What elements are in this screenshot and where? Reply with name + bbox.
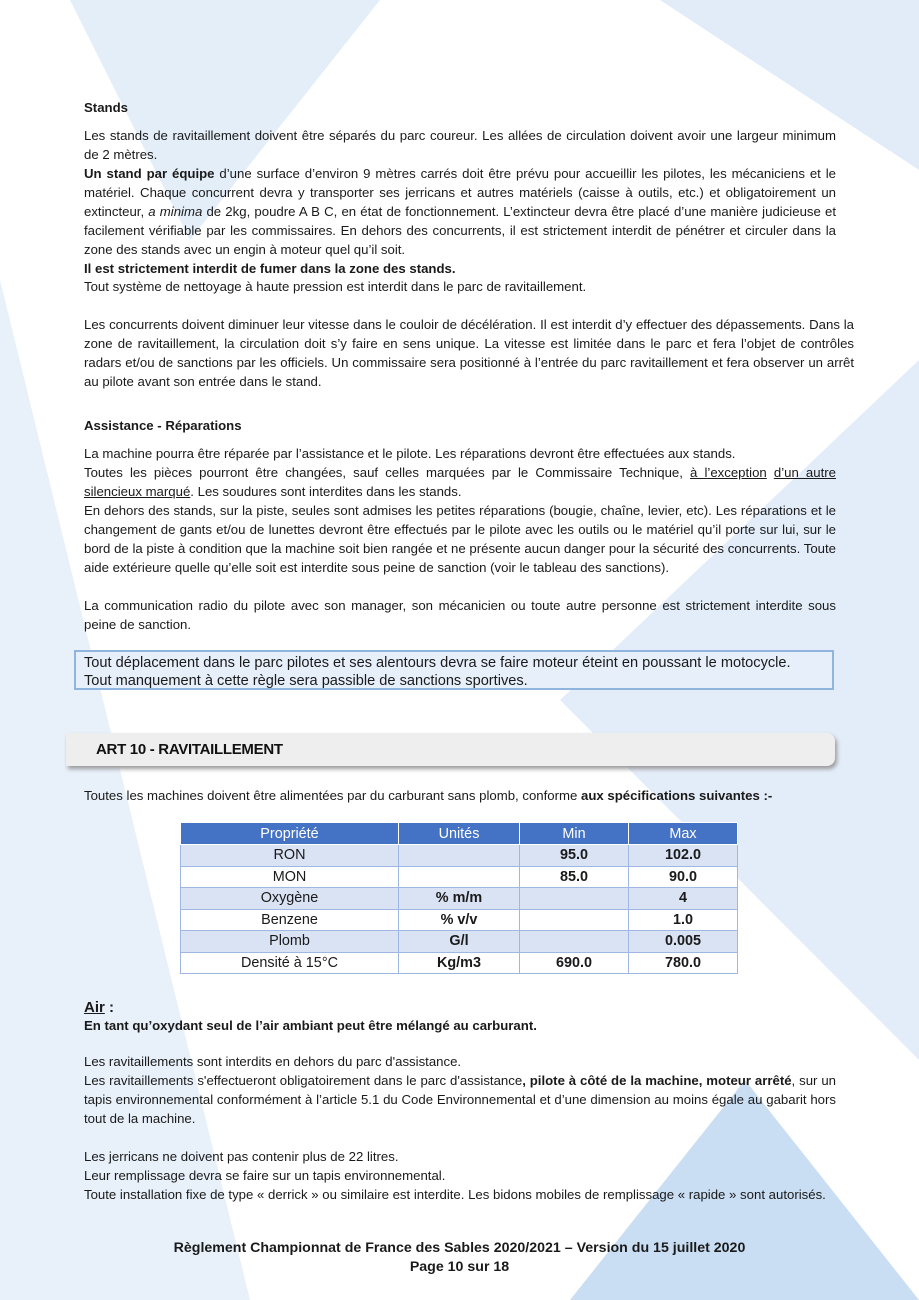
stands-p2-text-a: d’une surface d’environ 9 mètres carrés doit être prévu pour accueillir les pilotes, les mécaniciens et le matériel. Chaque concurrent devra y transporter ses jerricans et autres matériels (caisse à outils, etc.) et obligatoirement un extincteur,: [84, 166, 836, 219]
fuel-intro-text: Toutes les machines doivent être alimentées par du carburant sans plomb, conforme: [84, 788, 581, 803]
stands-paragraph-1: Les stands de ravitaillement doivent être séparés du parc coureur. Les allées de circulation doivent avoir une largeur minimum de 2 mètres.: [84, 128, 836, 162]
cell-max: 4: [629, 888, 738, 910]
notice-line-2: Tout manquement à cette règle sera passible de sanctions sportives.: [84, 673, 528, 689]
cell-min: [520, 931, 629, 953]
table-row: [181, 952, 738, 974]
air-label: Air: [84, 999, 105, 1016]
pit-notice-box: [74, 650, 834, 690]
air-colon: :: [104, 999, 115, 1016]
table-row: [181, 866, 738, 888]
table-row: [181, 909, 738, 931]
table-row: [181, 888, 738, 910]
refuel-p2-text-b: , sur un tapis environnemental conformément à l’article 5.1 du Code Environnemental et d’une dimension au moins égale au gabarit hors tout de la machine.: [84, 1073, 836, 1126]
notice-line-1: Tout déplacement dans le parc pilotes et ses alentours devra se faire moteur éteint en poussant le motocycle.: [84, 655, 791, 671]
cell-max: 102.0: [629, 845, 738, 867]
table-header-row: [181, 823, 738, 845]
cell-property: Oxygène: [181, 888, 399, 910]
no-smoking-rule: Il est strictement interdit de fumer dans la zone des stands.: [84, 261, 456, 276]
cell-property: RON: [181, 845, 399, 867]
cell-max: 0.005: [629, 931, 738, 953]
cell-max: 90.0: [629, 866, 738, 888]
stands-paragraph-4: Tout système de nettoyage à haute pression est interdit dans le parc de ravitaillement.: [84, 279, 587, 294]
a-minima-italic: a minima: [148, 204, 203, 219]
cell-property: Plomb: [181, 931, 399, 953]
other-silencer-underlined: d’un autre silencieux marqué: [84, 465, 836, 499]
cell-units: Kg/m3: [399, 952, 520, 974]
cell-units: [399, 845, 520, 867]
header-min: Min: [520, 823, 629, 845]
cell-max: 780.0: [629, 952, 738, 974]
article-10-header: [66, 733, 835, 766]
footer-title: Règlement Championnat de France des Sables 2020/2021 – Version du 15 juillet 2020: [173, 1240, 746, 1256]
cell-property: MON: [181, 866, 399, 888]
cell-min: 95.0: [520, 845, 629, 867]
stands-p2-text-b: de 2kg, poudre A B C, en état de fonctionnement. L’extincteur devra être placé d’une manière judicieuse et facilement vérifiable par les commissaires. En dehors des concurrents, il est strictement interdit de pénétrer et circuler dans la zone des stands avec un engin à moteur quel qu’il soit.: [84, 204, 837, 257]
air-subheading: En tant qu’oxydant seul de l’air ambiant peut être mélangé au carburant.: [84, 1018, 537, 1033]
header-property: Propriété: [181, 823, 399, 845]
cell-units: % m/m: [399, 888, 520, 910]
assistance-p2-text-b: . Les soudures sont interdites dans les stands.: [190, 484, 462, 499]
fuel-intro-bold: aux spécifications suivantes :-: [581, 788, 773, 803]
assistance-p2-text-a: Toutes les pièces pourront être changées, sauf celles marquées par le Commissaire Technique,: [84, 465, 691, 480]
refuel-paragraph-1: Les ravitaillements sont interdits en dehors du parc d'assistance.: [84, 1054, 462, 1069]
cell-max: 1.0: [629, 909, 738, 931]
header-units: Unités: [399, 823, 520, 845]
exception-underlined: à l’exception: [690, 465, 767, 480]
air-heading: [84, 998, 836, 1017]
refuel-paragraph-2: [84, 1071, 836, 1128]
assistance-paragraph-2: [84, 463, 836, 501]
assistance-heading: Assistance - Réparations: [84, 418, 242, 433]
cell-property: Benzene: [181, 909, 399, 931]
refuel-p2-text-a: Les ravitaillements s'effectueront obligatoirement dans le parc d'assistance: [84, 1073, 523, 1088]
cell-units: G/l: [399, 931, 520, 953]
jerrican-paragraph-2: Leur remplissage devra se faire sur un tapis environnemental.: [84, 1168, 446, 1183]
cell-min: [520, 909, 629, 931]
cell-units: % v/v: [399, 909, 520, 931]
stands-paragraph-5: Les concurrents doivent diminuer leur vitesse dans le couloir de décélération. Il est interdit d’y effectuer des dépassements. Dans la zone de ravitaillement, la circulation doit s’y faire en sens unique. La vitesse est limitée dans le parc et fera l’objet de contrôles radars et/ou de sanctions par les officiels. Un commissaire sera positionné à l’entrée du parc ravitaillement et fera observer un arrêt au pilote avant son entrée dans le stand.: [84, 317, 854, 389]
stands-heading: Stands: [84, 100, 128, 115]
stands-paragraph-2: [84, 164, 836, 259]
stand-per-team-bold: Un stand par équipe: [84, 166, 215, 181]
fuel-spec-table: [180, 822, 738, 974]
cell-min: 690.0: [520, 952, 629, 974]
footer-page-number: Page 10 sur 18: [409, 1259, 510, 1275]
cell-min: [520, 888, 629, 910]
article-10-title: ART 10 - RAVITAILLEMENT: [96, 741, 283, 758]
table-row: [181, 845, 738, 867]
assistance-paragraph-3: En dehors des stands, sur la piste, seules sont admises les petites réparations (bougie, chaîne, levier, etc). Les réparations et le changement de gants et/ou de lunettes devront être effectués par le pilote avec les outils ou le matériel qu’il porte sur lui, sur le bord de la piste à condition que la machine soit bien rangée et ne présente aucun danger pour la sécurité des concurrents. Toute aide extérieure quelle qu’elle soit est interdite sous peine de sanction (voir le tableau des sanctions).: [84, 503, 836, 575]
assistance-paragraph-4: La communication radio du pilote avec son manager, son mécanicien ou toute autre personne est strictement interdite sous peine de sanction.: [84, 598, 836, 632]
assistance-paragraph-1: La machine pourra être réparée par l’assistance et le pilote. Les réparations devront être effectuées aux stands.: [84, 446, 736, 461]
cell-property: Densité à 15°C: [181, 952, 399, 974]
jerrican-paragraph-1: Les jerricans ne doivent pas contenir plus de 22 litres.: [84, 1149, 399, 1164]
cell-units: [399, 866, 520, 888]
fuel-intro: [84, 786, 836, 805]
cell-min: 85.0: [520, 866, 629, 888]
jerrican-paragraph-3: Toute installation fixe de type « derrick » ou similaire est interdite. Les bidons mobiles de remplissage « rapide » sont autorisés.: [84, 1187, 826, 1202]
table-row: [181, 931, 738, 953]
header-max: Max: [629, 823, 738, 845]
refuel-p2-bold: , pilote à côté de la machine, moteur arrêté: [522, 1073, 792, 1088]
